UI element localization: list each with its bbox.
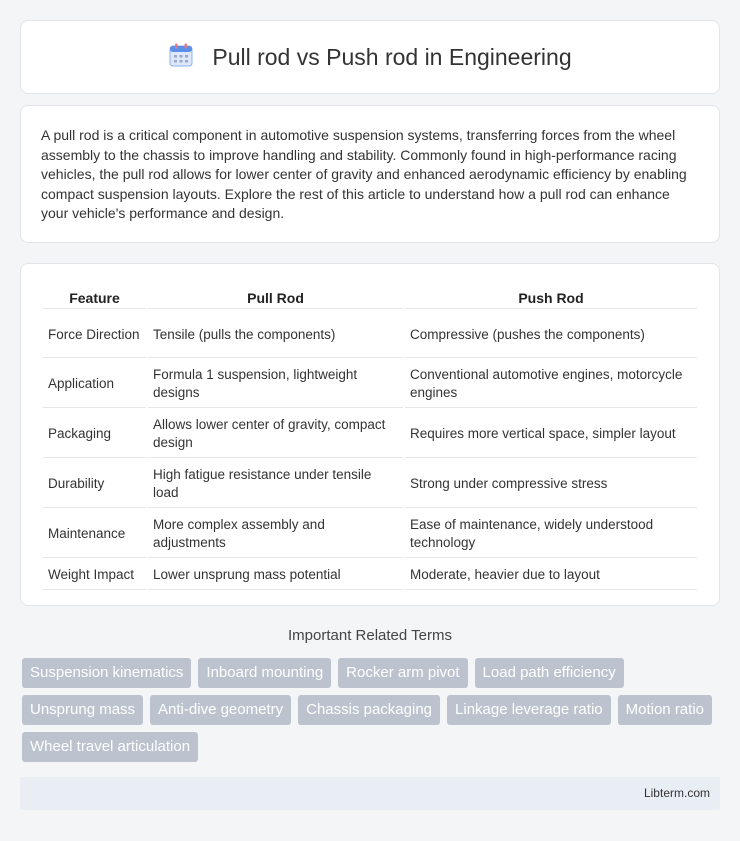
related-terms-heading: Important Related Terms bbox=[288, 627, 452, 644]
table-cell: Maintenance bbox=[43, 510, 146, 558]
table-cell: Requires more vertical space, simpler layout bbox=[405, 410, 697, 458]
table-cell: Compressive (pushes the components) bbox=[405, 311, 697, 358]
table-row bbox=[43, 311, 697, 358]
term-tag[interactable]: Wheel travel articulation bbox=[22, 732, 198, 762]
intro-card bbox=[20, 105, 720, 243]
footer-site-link[interactable]: Libterm.com bbox=[643, 786, 710, 800]
table-header-push-rod: Push Rod bbox=[405, 286, 697, 309]
table-cell: Application bbox=[43, 360, 146, 408]
calendar-icon bbox=[168, 42, 194, 73]
table-cell: Packaging bbox=[43, 410, 146, 458]
comparison-table bbox=[41, 284, 699, 592]
table-cell: Moderate, heavier due to layout bbox=[405, 560, 697, 590]
title-wrap bbox=[168, 42, 571, 73]
table-cell: Conventional automotive engines, motorcycle engines bbox=[405, 360, 697, 408]
table-cell: Weight Impact bbox=[43, 560, 146, 590]
table-cell: More complex assembly and adjustments bbox=[148, 510, 403, 558]
term-tag[interactable]: Suspension kinematics bbox=[22, 658, 191, 688]
table-row bbox=[43, 360, 697, 408]
table-cell: Tensile (pulls the components) bbox=[148, 311, 403, 358]
term-tag[interactable]: Unsprung mass bbox=[22, 695, 143, 725]
table-row bbox=[43, 560, 697, 590]
table-header-feature: Feature bbox=[43, 286, 146, 309]
term-tag[interactable]: Motion ratio bbox=[618, 695, 712, 725]
term-tag[interactable]: Inboard mounting bbox=[198, 658, 331, 688]
term-tag[interactable]: Load path efficiency bbox=[475, 658, 624, 688]
table-cell: Formula 1 suspension, lightweight designs bbox=[148, 360, 403, 408]
table-cell: High fatigue resistance under tensile load bbox=[148, 460, 403, 508]
term-tag[interactable]: Chassis packaging bbox=[298, 695, 440, 725]
related-terms-list bbox=[22, 658, 722, 762]
term-tag[interactable]: Rocker arm pivot bbox=[338, 658, 467, 688]
page-title: Pull rod vs Push rod in Engineering bbox=[212, 43, 572, 70]
table-cell: Lower unsprung mass potential bbox=[148, 560, 403, 590]
header-card bbox=[20, 20, 720, 94]
term-tag[interactable]: Anti-dive geometry bbox=[150, 695, 291, 725]
table-cell: Force Direction bbox=[43, 311, 146, 358]
intro-text: A pull rod is a critical component in automotive suspension systems, transferring forces from the wheel assembly to the chassis to improve handling and stability. Commonly found in high-performance racing vehicles, the pull rod allows for lower center of gravity and enhanced aerodynamic efficiency by enabling compact suspension layouts. Explore the rest of this article to understand how a pull rod can enhance your vehicle's performance and design. bbox=[41, 127, 687, 221]
term-tag[interactable]: Linkage leverage ratio bbox=[447, 695, 611, 725]
table-cell: Strong under compressive stress bbox=[405, 460, 697, 508]
table-cell: Allows lower center of gravity, compact design bbox=[148, 410, 403, 458]
table-header-pull-rod: Pull Rod bbox=[148, 286, 403, 309]
footer bbox=[20, 777, 720, 810]
table-cell: Ease of maintenance, widely understood technology bbox=[405, 510, 697, 558]
table-cell: Durability bbox=[43, 460, 146, 508]
table-row bbox=[43, 460, 697, 508]
table-row bbox=[43, 410, 697, 458]
table-header-row bbox=[43, 286, 697, 309]
table-row bbox=[43, 510, 697, 558]
comparison-table-card bbox=[20, 263, 720, 606]
